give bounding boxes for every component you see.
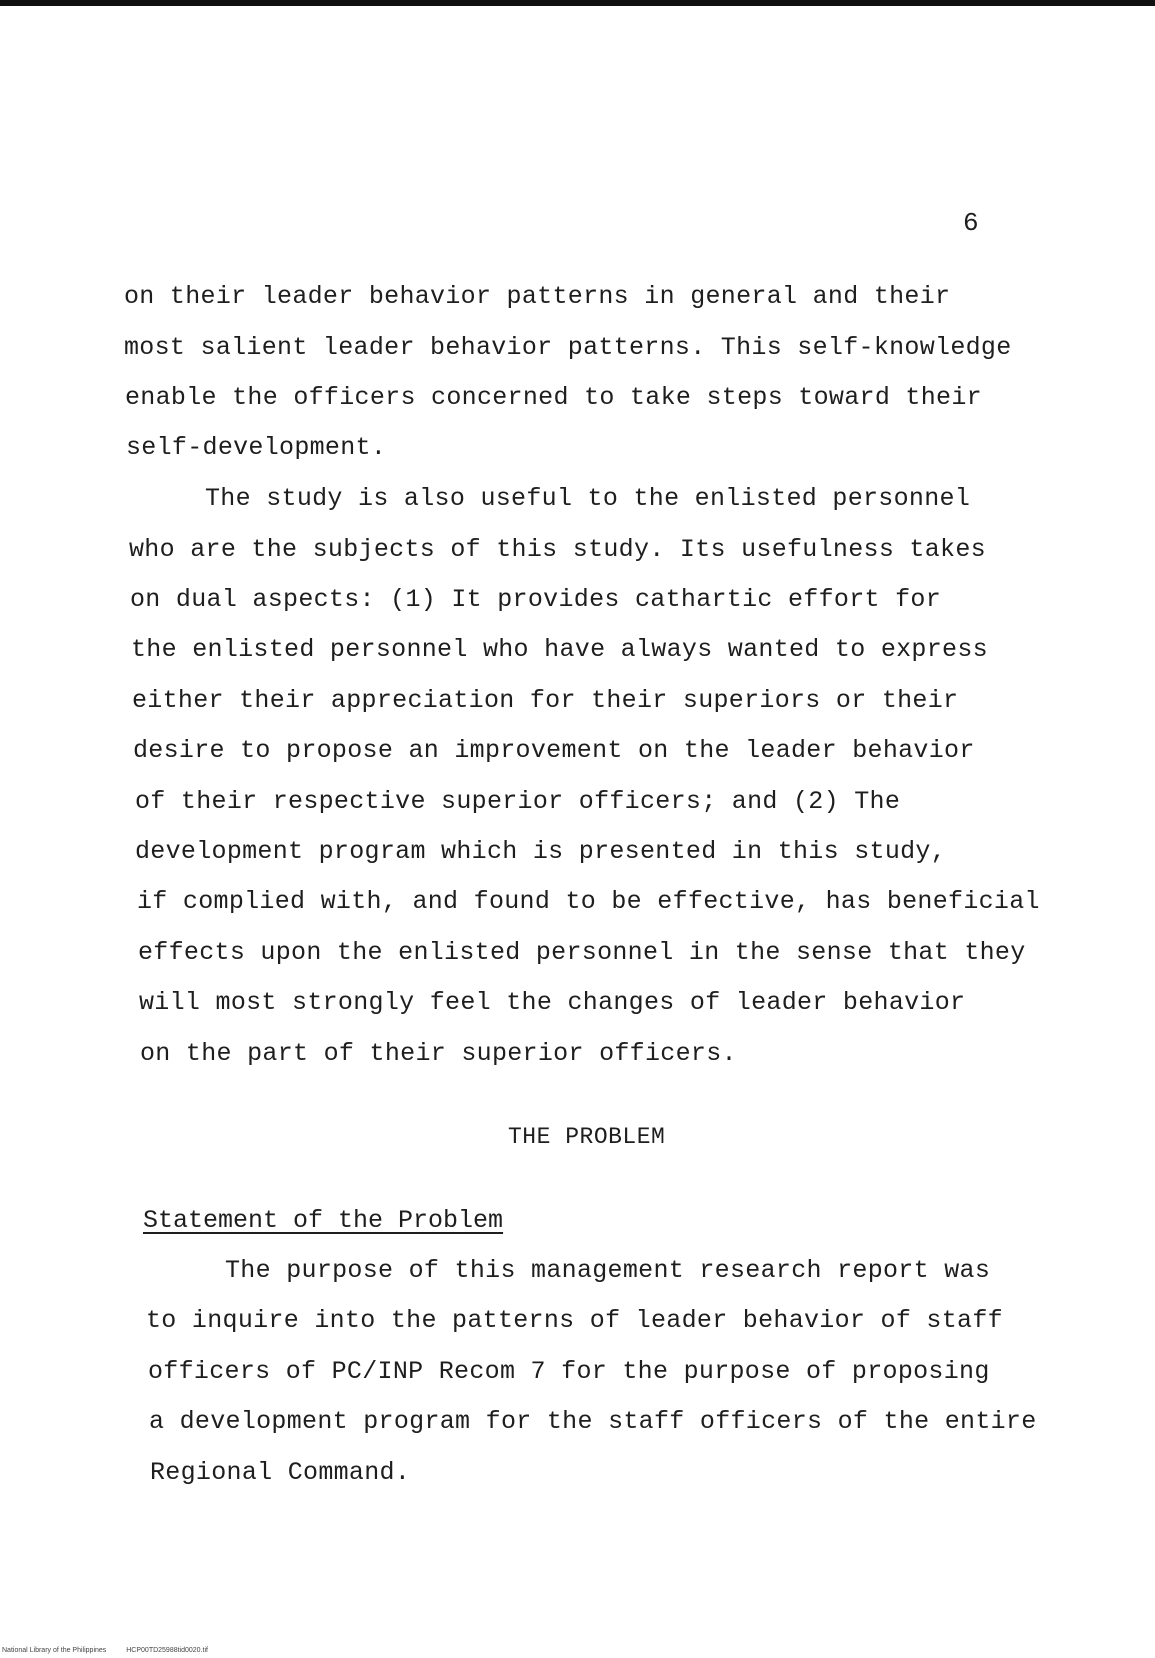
top-border <box>0 0 1155 6</box>
text-line: on their leader behavior patterns in general and their <box>124 282 951 311</box>
text-line: development program which is presented in this study, <box>135 837 947 866</box>
subsection-heading: Statement of the Problem <box>143 1206 504 1235</box>
text-line: The purpose of this management research report was <box>225 1256 991 1285</box>
text-line: Regional Command. <box>150 1458 411 1487</box>
text-line: if complied with, and found to be effective, has beneficial <box>137 887 1040 916</box>
text-line: most salient leader behavior patterns. This self-knowledge <box>124 333 1012 362</box>
footer-library: National Library of the Philippines <box>2 1647 107 1654</box>
text-line: on the part of their superior officers. <box>140 1039 737 1068</box>
text-line: enable the officers concerned to take steps toward their <box>125 383 982 412</box>
text-line: effects upon the enlisted personnel in the sense that they <box>138 938 1026 967</box>
text-line: on dual aspects: (1) It provides cathartic effort for <box>130 585 942 614</box>
scan-footer <box>2 1647 226 1654</box>
page-number: 6 <box>963 208 979 238</box>
text-line: who are the subjects of this study. Its usefulness takes <box>129 535 986 564</box>
footer-file-id: HCP00TD25988tid0020.tif <box>126 1647 208 1654</box>
text-line: self-development. <box>126 433 387 462</box>
text-line: officers of PC/INP Recom 7 for the purpose of proposing <box>148 1357 990 1386</box>
text-line: a development program for the staff officers of the entire <box>149 1407 1037 1436</box>
section-heading: THE PROBLEM <box>508 1124 666 1150</box>
text-line: desire to propose an improvement on the leader behavior <box>133 736 975 765</box>
text-line: either their appreciation for their superiors or their <box>132 686 959 715</box>
text-line: of their respective superior officers; and (2) The <box>135 787 901 816</box>
text-line: the enlisted personnel who have always wanted to express <box>131 635 988 664</box>
text-line: The study is also useful to the enlisted personnel <box>205 484 971 513</box>
text-line: to inquire into the patterns of leader behavior of staff <box>146 1306 1003 1335</box>
text-line: will most strongly feel the changes of leader behavior <box>139 988 966 1017</box>
